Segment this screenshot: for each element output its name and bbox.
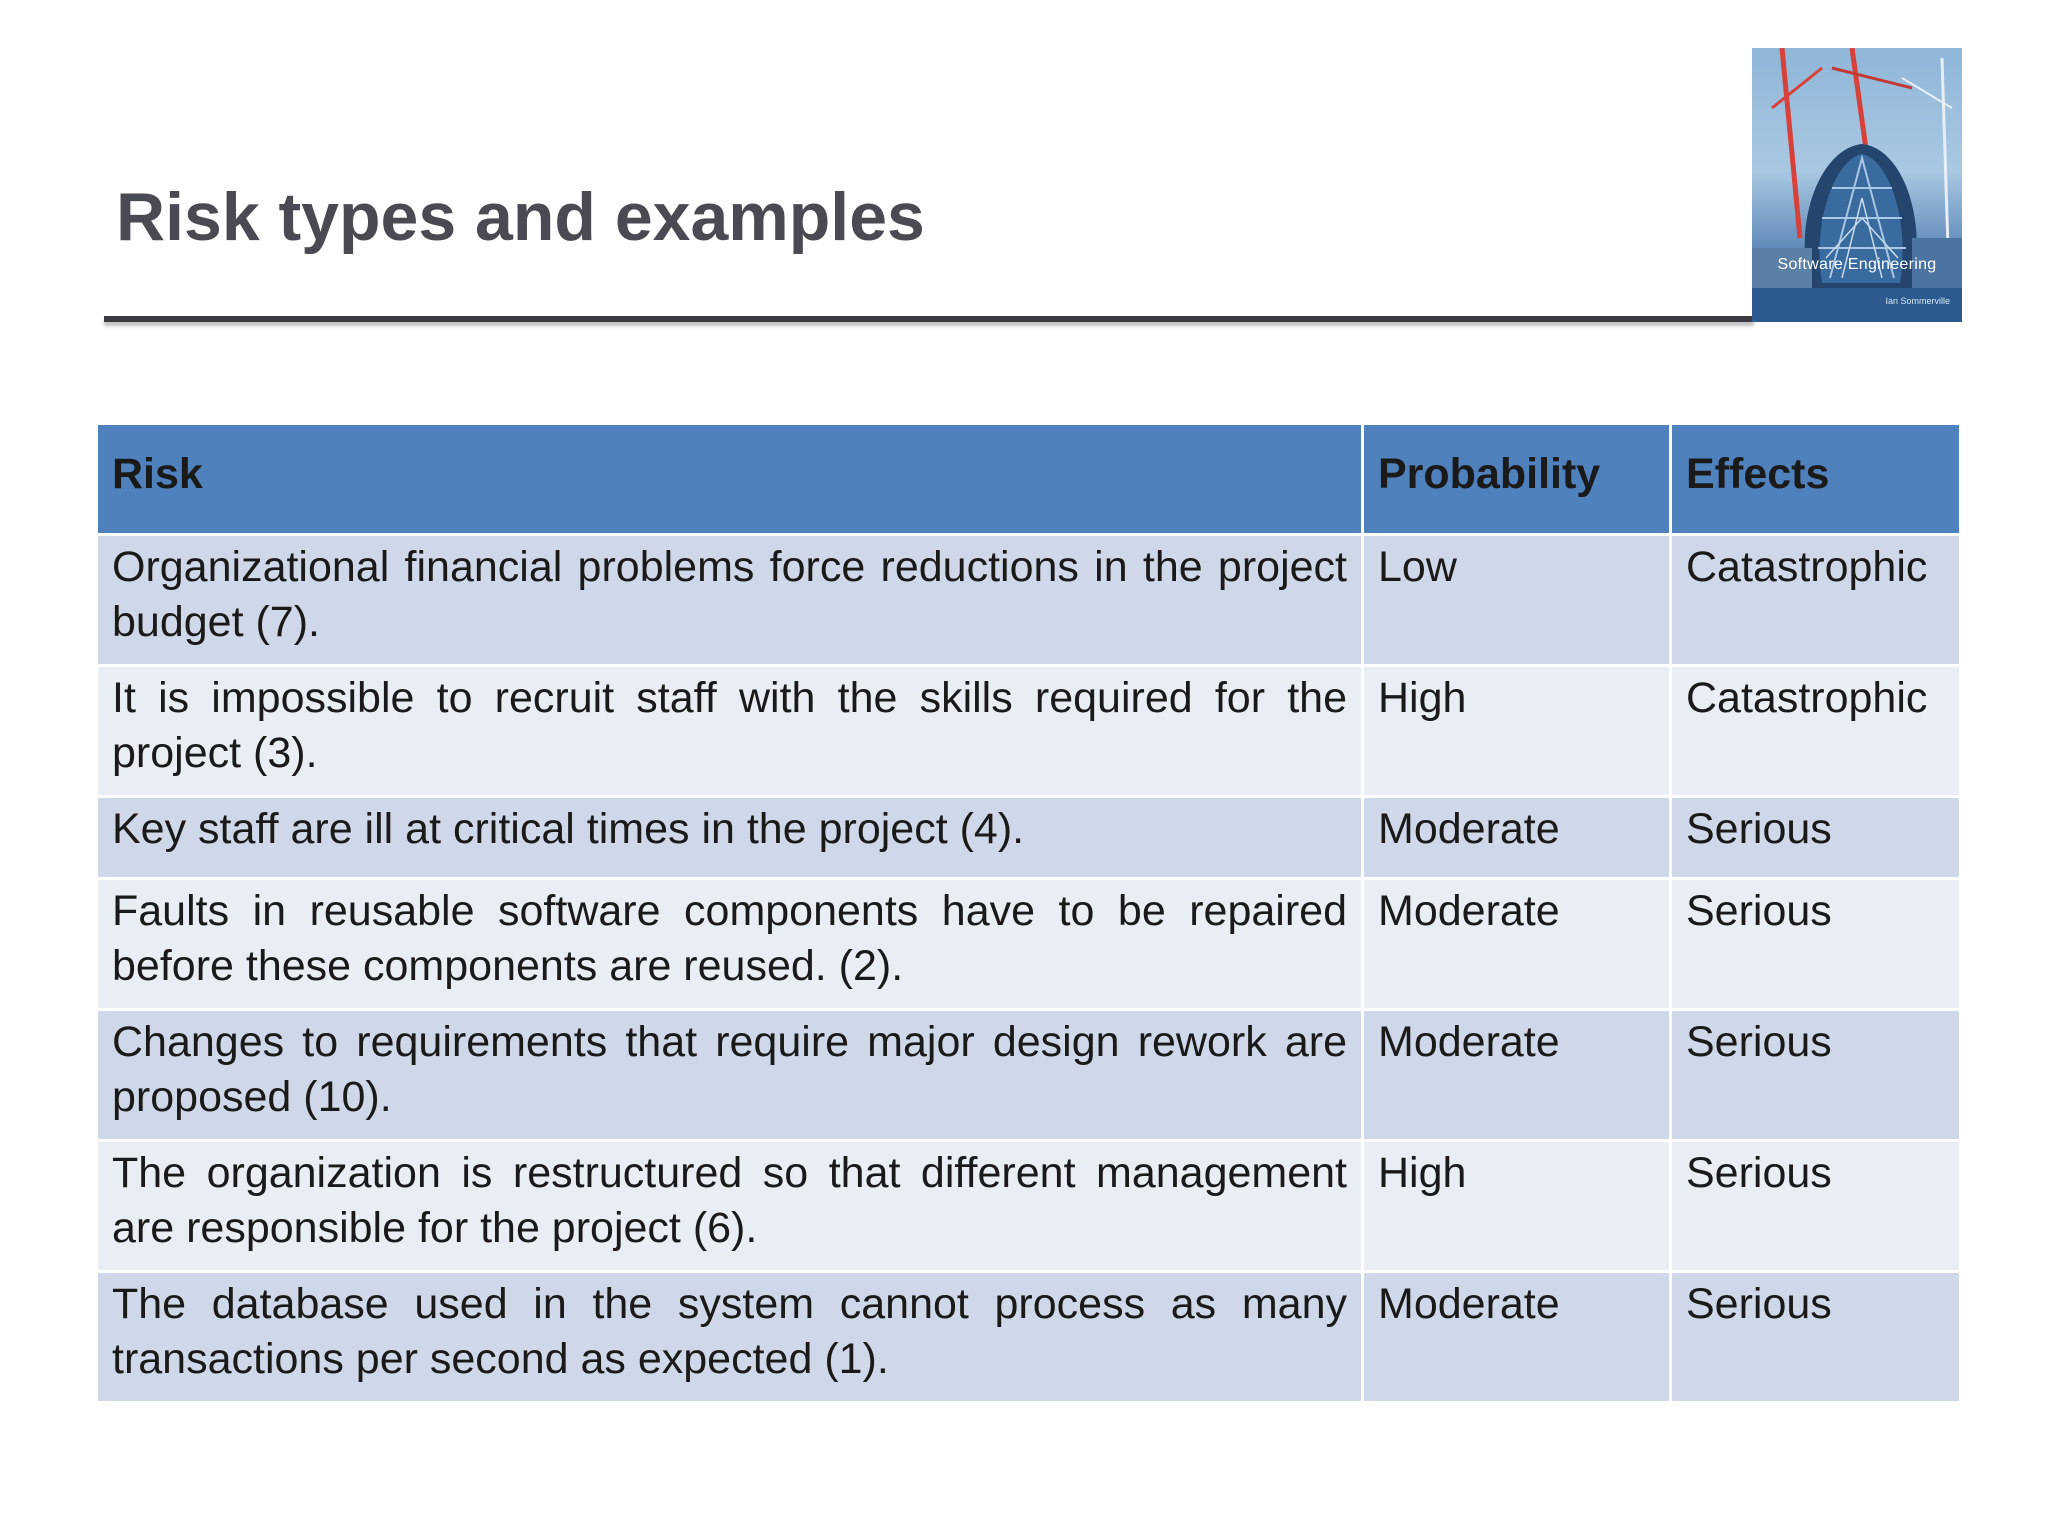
slide-title: Risk types and examples xyxy=(116,179,925,255)
risk-cell: Faults in reusable software components have to be repaired before these components are reused. (2). xyxy=(97,879,1363,1010)
table-row xyxy=(97,1141,1961,1272)
book-cover-image xyxy=(1752,48,1962,322)
table-row xyxy=(97,879,1961,1010)
table-row xyxy=(97,1272,1961,1403)
effects-cell: Serious xyxy=(1671,1010,1961,1141)
effects-cell: Serious xyxy=(1671,879,1961,1010)
risk-cell: It is impossible to recruit staff with the skills required for the project (3). xyxy=(97,666,1363,797)
risk-cell: Key staff are ill at critical times in the project (4). xyxy=(97,797,1363,879)
cover-author: Ian Sommerville xyxy=(1885,296,1950,306)
probability-cell: Moderate xyxy=(1363,1010,1671,1141)
risk-cell: Changes to requirements that require major design rework are proposed (10). xyxy=(97,1010,1363,1141)
probability-cell: Low xyxy=(1363,535,1671,666)
effects-cell: Serious xyxy=(1671,797,1961,879)
effects-cell: Serious xyxy=(1671,1272,1961,1403)
table-row xyxy=(97,1010,1961,1141)
building-illustration xyxy=(1752,48,1962,322)
table-row xyxy=(97,535,1961,666)
probability-cell: Moderate xyxy=(1363,879,1671,1010)
risk-table xyxy=(95,422,1962,1404)
risk-cell: Organizational financial problems force reductions in the project budget (7). xyxy=(97,535,1363,666)
header-probability: Probability xyxy=(1363,424,1671,535)
cover-title: Software Engineering xyxy=(1777,256,1937,273)
effects-cell: Serious xyxy=(1671,1141,1961,1272)
table-header-row xyxy=(97,424,1961,535)
risk-cell: The organization is restructured so that different management are responsible for the project (6). xyxy=(97,1141,1363,1272)
effects-cell: Catastrophic xyxy=(1671,666,1961,797)
probability-cell: Moderate xyxy=(1363,1272,1671,1403)
header-effects: Effects xyxy=(1671,424,1961,535)
table-row xyxy=(97,797,1961,879)
effects-cell: Catastrophic xyxy=(1671,535,1961,666)
table-row xyxy=(97,666,1961,797)
title-divider xyxy=(104,316,1754,322)
header-risk: Risk xyxy=(97,424,1363,535)
probability-cell: Moderate xyxy=(1363,797,1671,879)
probability-cell: High xyxy=(1363,1141,1671,1272)
risk-cell: The database used in the system cannot process as many transactions per second as expected (1). xyxy=(97,1272,1363,1403)
probability-cell: High xyxy=(1363,666,1671,797)
